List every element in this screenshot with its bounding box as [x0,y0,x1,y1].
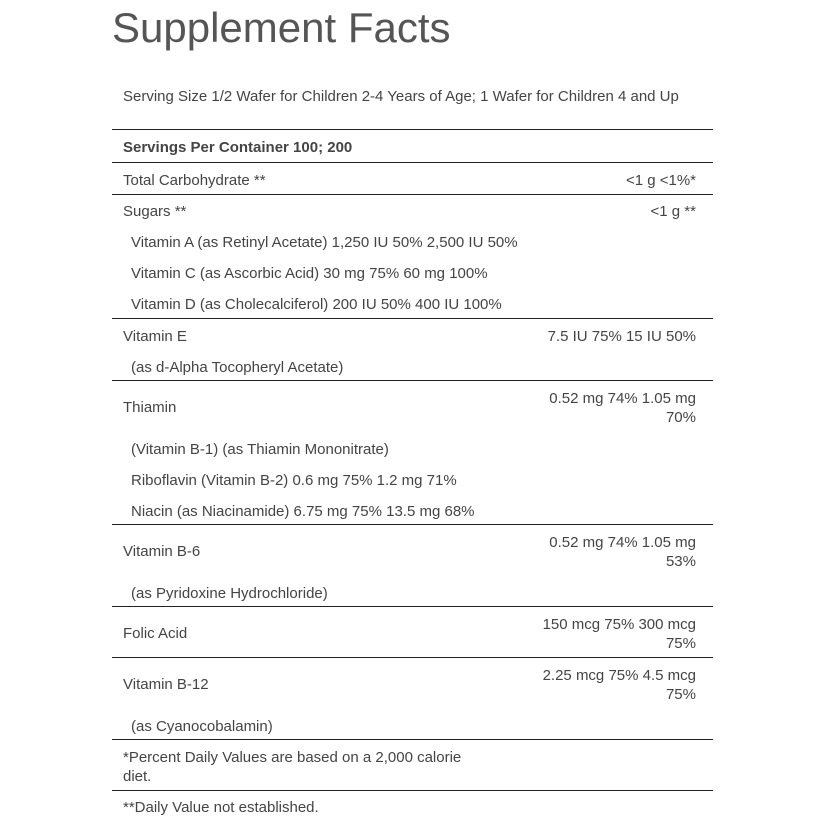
page-title: Supplement Facts [112,4,451,51]
nutrient-row-total-carbohydrate [112,162,713,194]
nutrient-group-thiamin [112,380,713,524]
nutrient-group-vitamin-b12 [112,657,713,739]
nutrient-label: Total Carbohydrate ** [123,172,266,189]
nutrient-row-vitamin-a: Vitamin A (as Retinyl Acetate) 1,250 IU 50% 2,500 IU 50% [131,234,518,251]
footnote-text: **Daily Value not established. [123,799,319,816]
nutrient-row-niacin: Niacin (as Niacinamide) 6.75 mg 75% 13.5 mg 68% [131,503,475,520]
nutrient-label: Sugars ** [123,203,187,220]
nutrient-amount: <1 g ** [650,203,696,220]
nutrient-group-vitamin-b6 [112,524,713,606]
serving-size-text: Serving Size 1/2 Wafer for Children 2-4 Years of Age; 1 Wafer for Children 4 and Up [123,88,679,105]
nutrient-row-sugars [112,202,713,233]
nutrient-amount: 2.25 mcg 75% 4.5 mcg 75% [542,667,696,703]
nutrient-source: (as Cyanocobalamin) [131,718,273,735]
nutrient-group-sugars [112,194,713,318]
nutrient-row-vitamin-e [112,327,713,358]
nutrient-label: Vitamin B-6 [123,543,201,560]
footnote-text: *Percent Daily Values are based on a 2,000 calorie diet. [123,749,462,785]
nutrient-row-vitamin-b12 [112,666,713,717]
nutrient-row-thiamin [112,389,713,440]
supplement-facts-panel [112,80,713,817]
servings-per-container-row [112,129,713,162]
nutrient-label: Vitamin B-12 [123,676,209,693]
nutrient-row-vitamin-d: Vitamin D (as Cholecalciferol) 200 IU 50% 400 IU 100% [131,296,502,313]
servings-per-container-text: Servings Per Container 100; 200 [123,139,353,156]
nutrient-label: Thiamin [123,399,177,416]
nutrient-amount: 0.52 mg 74% 1.05 mg 70% [549,390,696,426]
nutrient-amount: 7.5 IU 75% 15 IU 50% [547,328,696,345]
serving-size-row [112,80,713,129]
nutrient-group-vitamin-e [112,318,713,380]
nutrient-label: Vitamin E [123,328,187,345]
nutrient-source: (as Pyridoxine Hydrochloride) [131,585,328,602]
nutrient-amount: 0.52 mg 74% 1.05 mg 53% [549,534,696,570]
nutrient-label: Folic Acid [123,625,188,642]
nutrient-row-riboflavin: Riboflavin (Vitamin B-2) 0.6 mg 75% 1.2 mg 71% [131,472,457,489]
nutrient-amount: 150 mcg 75% 300 mcg 75% [542,616,696,652]
nutrient-amount: <1 g <1%* [625,172,696,189]
nutrient-source: (Vitamin B-1) (as Thiamin Mononitrate) [131,441,389,458]
nutrient-row-vitamin-b6 [112,533,713,584]
nutrient-row-vitamin-c: Vitamin C (as Ascorbic Acid) 30 mg 75% 60 mg 100% [131,265,488,282]
nutrient-source: (as d-Alpha Tocopheryl Acetate) [131,359,344,376]
footnote-percent-dv [112,739,713,790]
nutrient-row-folic-acid [112,606,713,657]
footnote-not-established [112,790,713,817]
